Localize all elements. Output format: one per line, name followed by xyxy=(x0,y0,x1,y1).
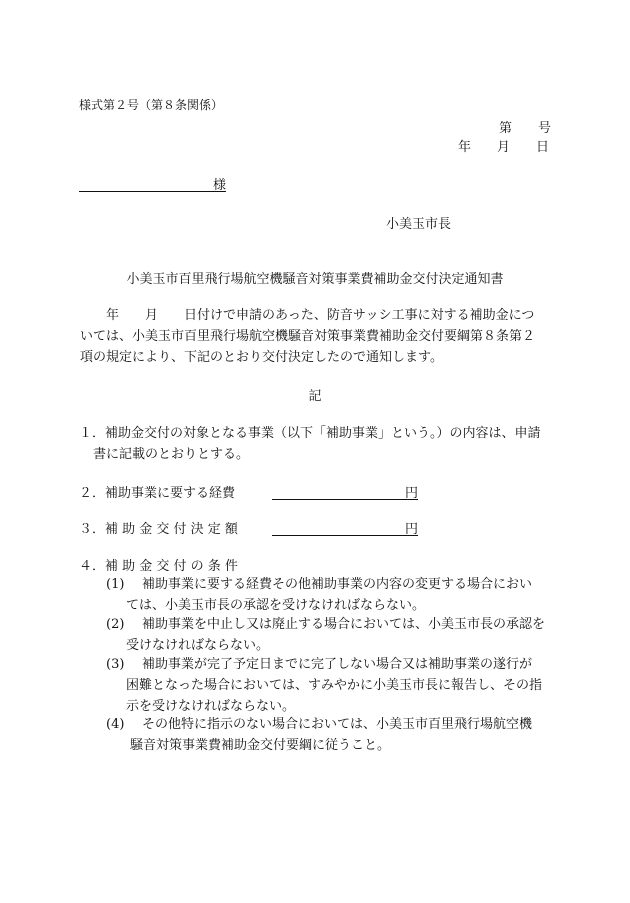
expense-unit: 円 xyxy=(404,486,418,501)
condition-1 xyxy=(106,574,532,616)
issuer-name: 小美玉市長 xyxy=(386,217,452,232)
intro-line: いては、小美玉市百里飛行場航空機騒音対策事業費補助金交付要綱第８条第２ xyxy=(80,329,536,344)
condition-text-cont: 困難となった場合においては、すみやかに小美玉市長に報告し、その指 xyxy=(126,678,543,693)
condition-text-cont: 受けなければならない。 xyxy=(126,638,270,653)
condition-number: (4) xyxy=(106,717,125,732)
intro-paragraph xyxy=(80,305,550,368)
document-number: 第 号 xyxy=(499,121,552,136)
condition-4 xyxy=(106,714,532,756)
condition-text: 補助事業が完了予定日までに完了しない場合又は補助事業の遂行が xyxy=(142,657,533,672)
addressee-suffix: 様 xyxy=(212,178,226,193)
intro-line: 項の規定により、下記のとおり交付決定したので通知します。 xyxy=(80,350,443,365)
item-3-label: ３．補 助 金 交 付 決 定 額 xyxy=(79,522,238,537)
addressee-line xyxy=(79,174,226,192)
condition-text-cont: ては、小美玉市長の承認を受けなければならない。 xyxy=(126,598,426,613)
condition-text: 補助事業を中止し又は廃止する場合においては、小美玉市長の承認を xyxy=(142,617,546,632)
form-number: 様式第２号（第８条関係） xyxy=(79,98,224,112)
ki-heading: 記 xyxy=(308,389,322,404)
intro-line: 年 月 日付けで申請のあった、防音サッシ工事に対する補助金につ xyxy=(80,308,535,323)
document-title: 小美玉市百里飛行場航空機騒音対策事業費補助金交付決定通知書 xyxy=(126,272,504,287)
grant-unit: 円 xyxy=(404,522,418,537)
item-1-line2: 書に記載のとおりとする。 xyxy=(93,447,250,462)
condition-text-cont: 騒音対策事業費補助金交付要綱に従うこと。 xyxy=(130,738,391,753)
item-1-line1: １．補助金交付の対象となる事業（以下「補助事業」という。）の内容は、申請 xyxy=(79,426,541,441)
condition-number: (1) xyxy=(106,577,125,592)
item-4-label: ４．補 助 金 交 付 の 条 件 xyxy=(79,559,238,574)
condition-2 xyxy=(106,614,545,656)
condition-text-cont: 示を受けなければならない。 xyxy=(126,699,296,714)
document-date: 年 月 日 xyxy=(458,140,550,155)
item-1 xyxy=(79,423,541,465)
condition-text: その他特に指示のない場合においては、小美玉市百里飛行場航空機 xyxy=(142,717,533,732)
condition-number: (2) xyxy=(106,617,125,632)
condition-3 xyxy=(106,654,542,717)
condition-number: (3) xyxy=(106,657,125,672)
condition-text: 補助事業に要する経費その他補助事業の内容の変更する場合におい xyxy=(142,577,533,592)
item-2-label: ２．補助事業に要する経費 xyxy=(79,486,236,501)
expense-amount-field xyxy=(272,482,418,500)
grant-amount-field xyxy=(272,518,418,536)
